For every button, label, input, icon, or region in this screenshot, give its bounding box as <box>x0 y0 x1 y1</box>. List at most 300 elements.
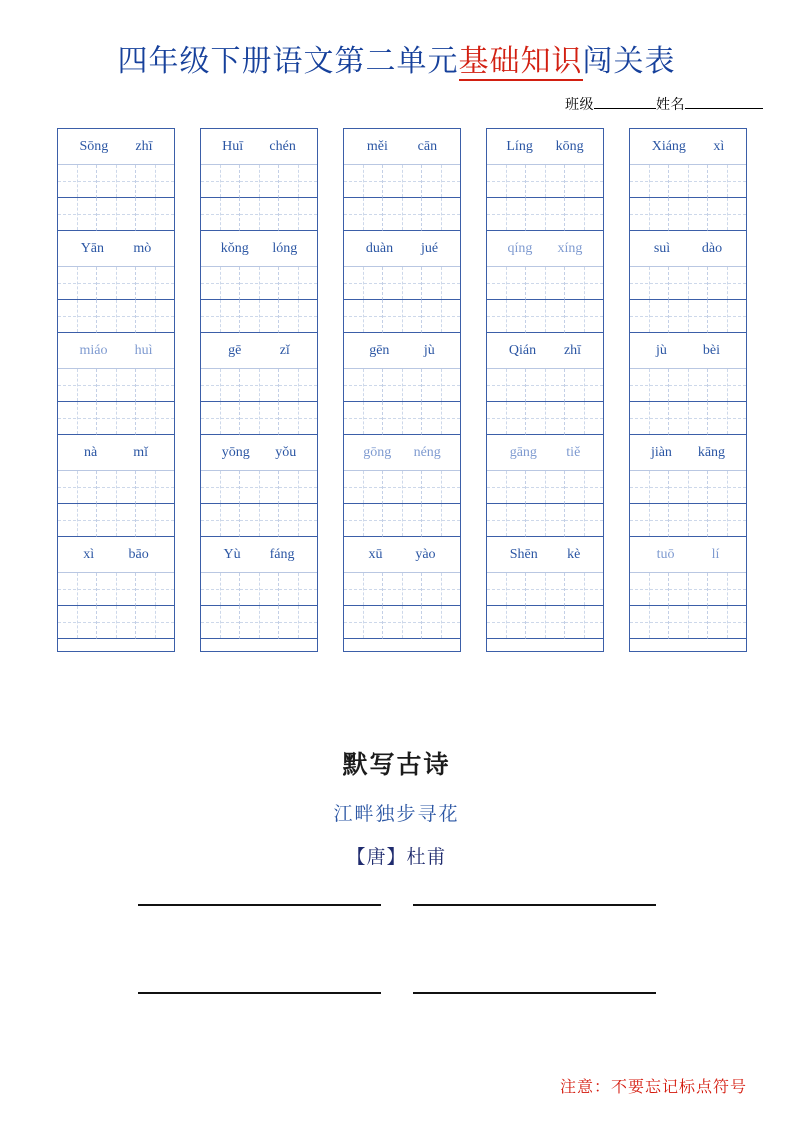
writing-cells[interactable] <box>201 606 317 639</box>
tian-zi-cell[interactable] <box>383 504 422 537</box>
tian-zi-cell[interactable] <box>422 573 460 606</box>
pinyin-syllable: néng <box>413 444 441 460</box>
tian-zi-cell[interactable] <box>279 165 317 198</box>
pinyin-row <box>58 537 174 573</box>
student-info-row <box>565 94 763 114</box>
writing-cells[interactable] <box>630 471 746 504</box>
tian-zi-cell[interactable] <box>708 573 746 606</box>
tian-zi-cell[interactable] <box>58 369 97 402</box>
tian-zi-cell[interactable] <box>565 504 603 537</box>
writing-cells[interactable] <box>344 573 460 606</box>
tian-zi-cell[interactable] <box>201 267 240 300</box>
pinyin-row <box>487 537 603 573</box>
pinyin-syllable: měi <box>366 138 388 154</box>
tian-zi-cell[interactable] <box>201 471 240 504</box>
tian-zi-cell[interactable] <box>240 267 279 300</box>
tian-zi-cell[interactable] <box>422 369 460 402</box>
grid-group <box>58 333 174 435</box>
pinyin-syllable: kōng <box>555 138 584 154</box>
tian-zi-cell[interactable] <box>201 165 240 198</box>
tian-zi-cell[interactable] <box>630 402 669 435</box>
writing-cells[interactable] <box>487 471 603 504</box>
page-title <box>0 36 793 80</box>
pinyin-syllable: Xiáng <box>651 138 686 154</box>
pinyin-row <box>487 435 603 471</box>
tian-zi-cell[interactable] <box>58 606 97 639</box>
pinyin-row <box>201 435 317 471</box>
tian-zi-cell[interactable] <box>708 606 746 639</box>
pinyin-syllable: tuō <box>656 546 675 562</box>
tian-zi-cell[interactable] <box>669 504 708 537</box>
tian-zi-cell[interactable] <box>422 300 460 333</box>
pinyin-syllable: duàn <box>365 240 394 256</box>
pinyin-grid-container <box>57 128 747 652</box>
grid-group <box>630 129 746 231</box>
tian-zi-cell[interactable] <box>708 369 746 402</box>
tian-zi-cell[interactable] <box>669 606 708 639</box>
tian-zi-cell[interactable] <box>97 471 136 504</box>
pinyin-row <box>344 129 460 165</box>
writing-cells[interactable] <box>487 606 603 639</box>
tian-zi-cell[interactable] <box>58 198 97 231</box>
grid-column-2 <box>200 128 318 652</box>
tian-zi-cell[interactable] <box>487 165 526 198</box>
pinyin-syllable: jué <box>420 240 439 256</box>
tian-zi-cell[interactable] <box>565 198 603 231</box>
tian-zi-cell[interactable] <box>422 198 460 231</box>
tian-zi-cell[interactable] <box>526 471 565 504</box>
tian-zi-cell[interactable] <box>526 402 565 435</box>
pinyin-row <box>201 231 317 267</box>
writing-cells[interactable] <box>344 606 460 639</box>
tian-zi-cell[interactable] <box>240 402 279 435</box>
tian-zi-cell[interactable] <box>279 198 317 231</box>
writing-cells[interactable] <box>487 504 603 537</box>
answer-line-segment[interactable] <box>413 978 656 994</box>
pinyin-row <box>201 537 317 573</box>
pinyin-row <box>487 129 603 165</box>
tian-zi-cell[interactable] <box>136 165 174 198</box>
tian-zi-cell[interactable] <box>136 402 174 435</box>
tian-zi-cell[interactable] <box>136 606 174 639</box>
tian-zi-cell[interactable] <box>344 300 383 333</box>
tian-zi-cell[interactable] <box>383 471 422 504</box>
pinyin-syllable: kāng <box>697 444 726 460</box>
pinyin-syllable: kè <box>567 546 581 562</box>
tian-zi-cell[interactable] <box>422 267 460 300</box>
tian-zi-cell[interactable] <box>565 369 603 402</box>
tian-zi-cell[interactable] <box>708 165 746 198</box>
pinyin-syllable: tiě <box>566 444 581 460</box>
class-blank[interactable] <box>594 95 656 109</box>
tian-zi-cell[interactable] <box>201 198 240 231</box>
tian-zi-cell[interactable] <box>97 573 136 606</box>
tian-zi-cell[interactable] <box>383 402 422 435</box>
tian-zi-cell[interactable] <box>487 606 526 639</box>
tian-zi-cell[interactable] <box>669 165 708 198</box>
tian-zi-cell[interactable] <box>630 573 669 606</box>
tian-zi-cell[interactable] <box>344 369 383 402</box>
tian-zi-cell[interactable] <box>201 369 240 402</box>
writing-cells[interactable] <box>630 267 746 300</box>
tian-zi-cell[interactable] <box>422 165 460 198</box>
tian-zi-cell[interactable] <box>383 165 422 198</box>
tian-zi-cell[interactable] <box>526 165 565 198</box>
tian-zi-cell[interactable] <box>136 471 174 504</box>
grid-group <box>487 435 603 537</box>
title-part-1: 四年级下册语文第二单元 <box>117 45 459 78</box>
writing-cells[interactable] <box>58 198 174 231</box>
tian-zi-cell[interactable] <box>136 573 174 606</box>
poem-section <box>0 745 793 869</box>
grid-group <box>201 231 317 333</box>
pinyin-syllable: xì <box>713 138 725 154</box>
writing-cells[interactable] <box>630 165 746 198</box>
writing-cells[interactable] <box>201 402 317 435</box>
grid-group <box>344 333 460 435</box>
grid-group <box>58 231 174 333</box>
tian-zi-cell[interactable] <box>201 573 240 606</box>
tian-zi-cell[interactable] <box>487 369 526 402</box>
writing-cells[interactable] <box>487 267 603 300</box>
pinyin-syllable: lí <box>711 546 720 562</box>
tian-zi-cell[interactable] <box>526 606 565 639</box>
pinyin-row <box>344 231 460 267</box>
pinyin-syllable: gē <box>228 342 242 358</box>
tian-zi-cell[interactable] <box>344 504 383 537</box>
pinyin-row <box>630 435 746 471</box>
tian-zi-cell[interactable] <box>58 300 97 333</box>
tian-zi-cell[interactable] <box>708 198 746 231</box>
writing-cells[interactable] <box>58 300 174 333</box>
tian-zi-cell[interactable] <box>97 369 136 402</box>
writing-cells[interactable] <box>630 606 746 639</box>
writing-cells[interactable] <box>344 165 460 198</box>
pinyin-syllable: bāo <box>128 546 149 562</box>
pinyin-row <box>630 333 746 369</box>
poem-title: 江畔独步寻花 <box>333 804 460 825</box>
writing-cells[interactable] <box>487 573 603 606</box>
tian-zi-cell[interactable] <box>487 504 526 537</box>
writing-cells[interactable] <box>487 402 603 435</box>
tian-zi-cell[interactable] <box>487 471 526 504</box>
grid-group <box>201 435 317 537</box>
pinyin-syllable: bèi <box>702 342 720 358</box>
writing-cells[interactable] <box>58 606 174 639</box>
writing-cells[interactable] <box>487 198 603 231</box>
tian-zi-cell[interactable] <box>565 471 603 504</box>
tian-zi-cell[interactable] <box>383 267 422 300</box>
tian-zi-cell[interactable] <box>136 267 174 300</box>
pinyin-row <box>201 333 317 369</box>
pinyin-syllable: miáo <box>79 342 108 358</box>
writing-cells[interactable] <box>630 573 746 606</box>
writing-cells[interactable] <box>630 300 746 333</box>
tian-zi-cell[interactable] <box>487 300 526 333</box>
tian-zi-cell[interactable] <box>97 198 136 231</box>
tian-zi-cell[interactable] <box>97 267 136 300</box>
tian-zi-cell[interactable] <box>487 198 526 231</box>
writing-cells[interactable] <box>201 573 317 606</box>
pinyin-syllable: xì <box>83 546 95 562</box>
pinyin-row <box>201 129 317 165</box>
tian-zi-cell[interactable] <box>279 573 317 606</box>
tian-zi-cell[interactable] <box>422 504 460 537</box>
grid-group <box>201 537 317 639</box>
grid-column-3 <box>343 128 461 652</box>
tian-zi-cell[interactable] <box>708 504 746 537</box>
tian-zi-cell[interactable] <box>201 300 240 333</box>
pinyin-row <box>58 435 174 471</box>
pinyin-syllable: suì <box>653 240 671 256</box>
pinyin-row <box>58 333 174 369</box>
tian-zi-cell[interactable] <box>669 267 708 300</box>
pinyin-row <box>344 435 460 471</box>
tian-zi-cell[interactable] <box>526 573 565 606</box>
pinyin-syllable: Huī <box>222 138 244 154</box>
grid-group <box>344 537 460 639</box>
tian-zi-cell[interactable] <box>240 198 279 231</box>
tian-zi-cell[interactable] <box>240 606 279 639</box>
pinyin-syllable: cān <box>417 138 438 154</box>
name-label: 姓名 <box>656 98 685 113</box>
grid-group <box>630 435 746 537</box>
tian-zi-cell[interactable] <box>279 402 317 435</box>
writing-cells[interactable] <box>630 402 746 435</box>
tian-zi-cell[interactable] <box>630 267 669 300</box>
grid-group <box>58 129 174 231</box>
grid-group <box>58 435 174 537</box>
tian-zi-cell[interactable] <box>240 369 279 402</box>
tian-zi-cell[interactable] <box>240 300 279 333</box>
pinyin-syllable: Qián <box>508 342 537 358</box>
grid-group <box>201 129 317 231</box>
tian-zi-cell[interactable] <box>279 504 317 537</box>
tian-zi-cell[interactable] <box>526 198 565 231</box>
writing-cells[interactable] <box>344 471 460 504</box>
writing-cells[interactable] <box>344 504 460 537</box>
writing-cells[interactable] <box>201 504 317 537</box>
tian-zi-cell[interactable] <box>97 402 136 435</box>
tian-zi-cell[interactable] <box>201 504 240 537</box>
pinyin-syllable: Líng <box>506 138 533 154</box>
tian-zi-cell[interactable] <box>708 402 746 435</box>
tian-zi-cell[interactable] <box>669 573 708 606</box>
pinyin-row <box>487 231 603 267</box>
writing-cells[interactable] <box>487 300 603 333</box>
tian-zi-cell[interactable] <box>136 300 174 333</box>
tian-zi-cell[interactable] <box>383 198 422 231</box>
writing-cells[interactable] <box>201 198 317 231</box>
writing-cells[interactable] <box>58 267 174 300</box>
tian-zi-cell[interactable] <box>669 198 708 231</box>
pinyin-syllable: gāng <box>509 444 537 460</box>
grid-group <box>487 537 603 639</box>
tian-zi-cell[interactable] <box>422 471 460 504</box>
writing-cells[interactable] <box>201 300 317 333</box>
tian-zi-cell[interactable] <box>422 606 460 639</box>
tian-zi-cell[interactable] <box>97 165 136 198</box>
tian-zi-cell[interactable] <box>240 573 279 606</box>
pinyin-syllable: fáng <box>269 546 295 562</box>
tian-zi-cell[interactable] <box>58 165 97 198</box>
tian-zi-cell[interactable] <box>669 369 708 402</box>
tian-zi-cell[interactable] <box>383 606 422 639</box>
tian-zi-cell[interactable] <box>708 471 746 504</box>
tian-zi-cell[interactable] <box>279 471 317 504</box>
tian-zi-cell[interactable] <box>630 471 669 504</box>
pinyin-syllable: gōng <box>363 444 392 460</box>
tian-zi-cell[interactable] <box>422 402 460 435</box>
tian-zi-cell[interactable] <box>565 573 603 606</box>
tian-zi-cell[interactable] <box>344 402 383 435</box>
pinyin-syllable: kǒng <box>220 240 249 256</box>
grid-group <box>344 231 460 333</box>
tian-zi-cell[interactable] <box>240 504 279 537</box>
tian-zi-cell[interactable] <box>58 267 97 300</box>
writing-cells[interactable] <box>58 369 174 402</box>
answer-line-segment[interactable] <box>138 890 381 906</box>
tian-zi-cell[interactable] <box>201 606 240 639</box>
answer-line-row <box>0 890 793 906</box>
writing-cells[interactable] <box>344 402 460 435</box>
tian-zi-cell[interactable] <box>526 300 565 333</box>
pinyin-syllable: Yān <box>80 240 105 256</box>
grid-group <box>487 129 603 231</box>
grid-group <box>630 537 746 639</box>
pinyin-syllable: xū <box>368 546 383 562</box>
writing-cells[interactable] <box>58 402 174 435</box>
tian-zi-cell[interactable] <box>344 471 383 504</box>
tian-zi-cell[interactable] <box>383 573 422 606</box>
tian-zi-cell[interactable] <box>240 165 279 198</box>
tian-zi-cell[interactable] <box>383 369 422 402</box>
tian-zi-cell[interactable] <box>136 198 174 231</box>
writing-cells[interactable] <box>344 267 460 300</box>
note-text: 注意：不要忘记标点符号 <box>559 1079 747 1096</box>
title-part-2: 闯关表 <box>582 45 676 78</box>
tian-zi-cell[interactable] <box>279 369 317 402</box>
tian-zi-cell[interactable] <box>58 504 97 537</box>
tian-zi-cell[interactable] <box>97 504 136 537</box>
grid-group <box>201 333 317 435</box>
tian-zi-cell[interactable] <box>344 606 383 639</box>
answer-line-row <box>0 978 793 994</box>
tian-zi-cell[interactable] <box>526 369 565 402</box>
writing-cells[interactable] <box>630 369 746 402</box>
tian-zi-cell[interactable] <box>344 573 383 606</box>
writing-cells[interactable] <box>58 504 174 537</box>
tian-zi-cell[interactable] <box>279 606 317 639</box>
grid-group <box>344 129 460 231</box>
tian-zi-cell[interactable] <box>565 165 603 198</box>
pinyin-row <box>58 129 174 165</box>
pinyin-syllable: xíng <box>557 240 583 256</box>
tian-zi-cell[interactable] <box>630 165 669 198</box>
tian-zi-cell[interactable] <box>565 402 603 435</box>
tian-zi-cell[interactable] <box>708 300 746 333</box>
tian-zi-cell[interactable] <box>487 402 526 435</box>
tian-zi-cell[interactable] <box>279 300 317 333</box>
tian-zi-cell[interactable] <box>201 402 240 435</box>
writing-cells[interactable] <box>344 369 460 402</box>
tian-zi-cell[interactable] <box>526 267 565 300</box>
tian-zi-cell[interactable] <box>630 198 669 231</box>
writing-cells[interactable] <box>201 471 317 504</box>
tian-zi-cell[interactable] <box>669 471 708 504</box>
tian-zi-cell[interactable] <box>708 267 746 300</box>
pinyin-syllable: dào <box>701 240 723 256</box>
writing-cells[interactable] <box>344 300 460 333</box>
class-label: 班级 <box>565 98 594 113</box>
tian-zi-cell[interactable] <box>630 504 669 537</box>
writing-cells[interactable] <box>201 165 317 198</box>
tian-zi-cell[interactable] <box>240 471 279 504</box>
pinyin-row <box>58 231 174 267</box>
tian-zi-cell[interactable] <box>136 504 174 537</box>
writing-cells[interactable] <box>487 369 603 402</box>
grid-column-4 <box>486 128 604 652</box>
poem-author: 【唐】杜甫 <box>346 847 447 868</box>
tian-zi-cell[interactable] <box>58 402 97 435</box>
name-blank[interactable] <box>685 95 763 109</box>
writing-cells[interactable] <box>630 198 746 231</box>
tian-zi-cell[interactable] <box>630 606 669 639</box>
tian-zi-cell[interactable] <box>669 402 708 435</box>
writing-cells[interactable] <box>630 504 746 537</box>
tian-zi-cell[interactable] <box>97 606 136 639</box>
tian-zi-cell[interactable] <box>58 471 97 504</box>
tian-zi-cell[interactable] <box>136 369 174 402</box>
pinyin-syllable: yōng <box>221 444 250 460</box>
pinyin-row <box>630 537 746 573</box>
tian-zi-cell[interactable] <box>565 300 603 333</box>
writing-cells[interactable] <box>58 471 174 504</box>
tian-zi-cell[interactable] <box>630 369 669 402</box>
pinyin-syllable: jiàn <box>650 444 672 460</box>
tian-zi-cell[interactable] <box>630 300 669 333</box>
writing-cells[interactable] <box>487 165 603 198</box>
tian-zi-cell[interactable] <box>58 573 97 606</box>
tian-zi-cell[interactable] <box>344 165 383 198</box>
pinyin-syllable: qíng <box>507 240 533 256</box>
writing-cells[interactable] <box>344 198 460 231</box>
writing-cells[interactable] <box>201 267 317 300</box>
tian-zi-cell[interactable] <box>565 267 603 300</box>
tian-zi-cell[interactable] <box>669 300 708 333</box>
grid-group <box>487 333 603 435</box>
tian-zi-cell[interactable] <box>344 198 383 231</box>
answer-line-segment[interactable] <box>413 890 656 906</box>
answer-line-segment[interactable] <box>138 978 381 994</box>
poem-section-title: 默写古诗 <box>342 752 451 779</box>
tian-zi-cell[interactable] <box>344 267 383 300</box>
pinyin-syllable: Shēn <box>509 546 538 562</box>
tian-zi-cell[interactable] <box>383 300 422 333</box>
tian-zi-cell[interactable] <box>97 300 136 333</box>
writing-cells[interactable] <box>58 573 174 606</box>
writing-cells[interactable] <box>201 369 317 402</box>
tian-zi-cell[interactable] <box>565 606 603 639</box>
grid-column-1 <box>57 128 175 652</box>
writing-cells[interactable] <box>58 165 174 198</box>
pinyin-syllable: zǐ <box>279 342 290 358</box>
tian-zi-cell[interactable] <box>526 504 565 537</box>
tian-zi-cell[interactable] <box>279 267 317 300</box>
tian-zi-cell[interactable] <box>487 267 526 300</box>
tian-zi-cell[interactable] <box>487 573 526 606</box>
pinyin-syllable: huì <box>134 342 153 358</box>
